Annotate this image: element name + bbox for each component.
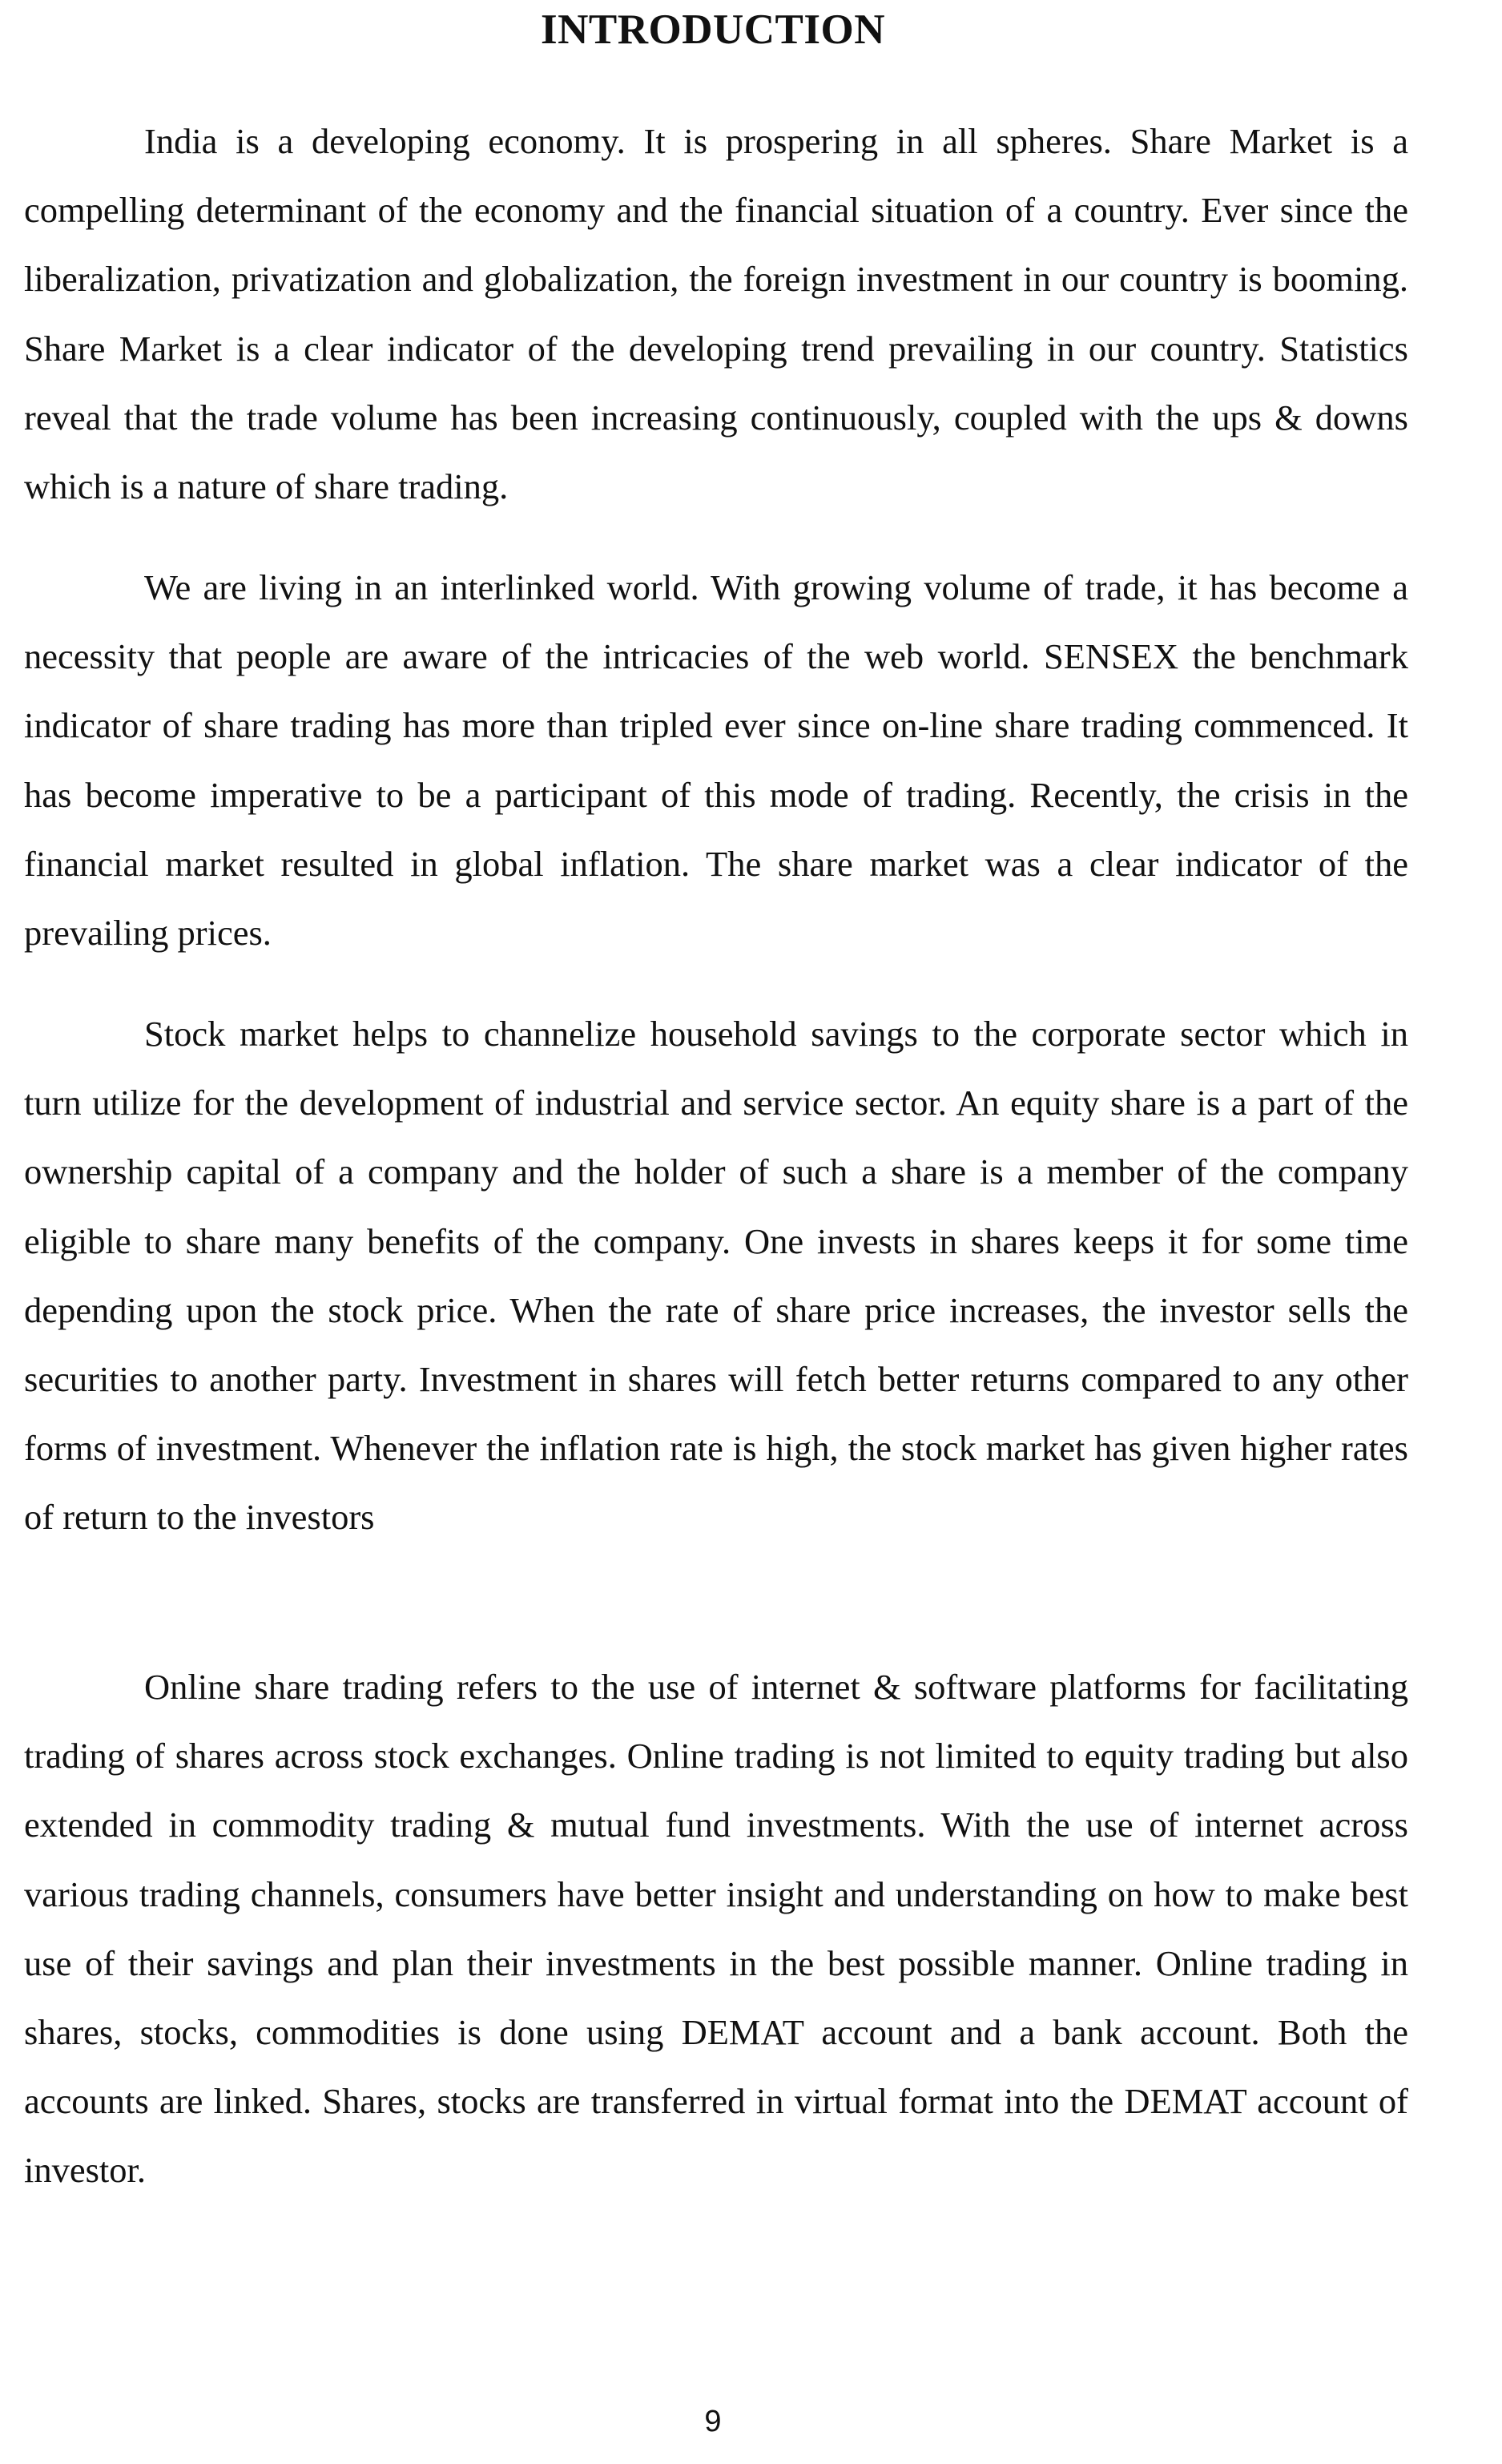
page-number: 9 bbox=[704, 2405, 722, 2438]
paragraph-3: Stock market helps to channelize household savings to the corporate sector which in turn utilize for the development of industrial and service sector. An equity share is a part of the ownership capital of a company and the holder of such a share is a member of the company eligible to share many benefits of the company. One invests in shares keeps it for some time depending upon the stock price. When the rate of share price increases, the investor sells the securities to another party. Investment in shares will fetch better returns compared to any other forms of investment. Whenever the inflation rate is high, the stock market has given higher rates of return to the investors bbox=[24, 1014, 1408, 1538]
paragraph-2: We are living in an interlinked world. With growing volume of trade, it has become a necessity that people are aware of the intricacies of the web world. SENSEX the benchmark indicator of share trading has more than tripled ever since on-line share trading commenced. It has become imperative to be a participant of this mode of trading. Recently, the crisis in the financial market resulted in global inflation. The share market was a clear indicator of the prevailing prices. bbox=[24, 567, 1408, 954]
paragraph-1: India is a developing economy. It is prospering in all spheres. Share Market is a compelling determinant of the economy and the financial situation of a country. Ever since the liberalization, privatization and globalization, the foreign investment in our country is booming. Share Market is a clear indicator of the developing trend prevailing in our country. Statistics reveal that the trade volume has been increasing continuously, coupled with the ups & downs which is a nature of share trading. bbox=[24, 121, 1408, 507]
paragraph-4: Online share trading refers to the use of internet & software platforms for facilitating trading of shares across stock exchanges. Online trading is not limited to equity trading but also extended in commodity trading & mutual fund investments. With the use of internet across various trading channels, consumers have better insight and understanding on how to make best use of their savings and plan their investments in the best possible manner. Online trading in shares, stocks, commodities is done using DEMAT account and a bank account. Both the accounts are linked. Shares, stocks are transferred in virtual format into the DEMAT account of investor. bbox=[24, 1667, 1408, 2191]
page-title: INTRODUCTION bbox=[540, 6, 886, 53]
